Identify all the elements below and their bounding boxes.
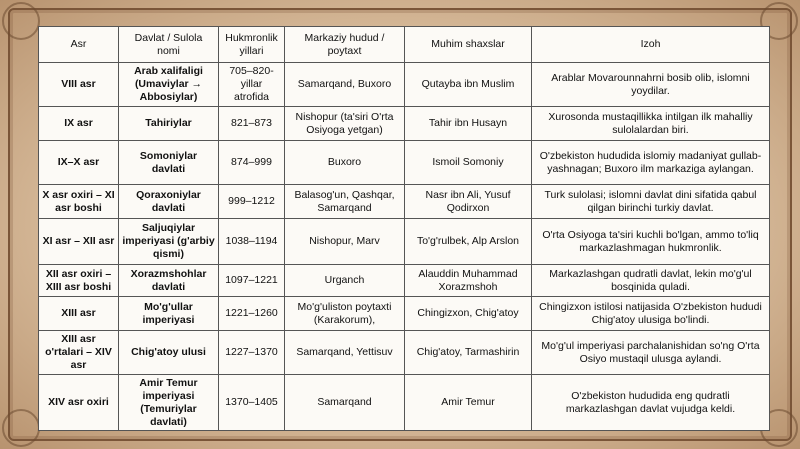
dynasty-cell: Somoniylar davlati (119, 141, 219, 185)
dynasties-table (38, 26, 770, 431)
years-cell: 999–1212 (219, 185, 285, 219)
dynasty-cell: Amir Temur imperiyasi (Temuriylar davlati) (119, 375, 219, 431)
figures-cell: Qutayba ibn Muslim (405, 63, 532, 107)
dynasty-cell: Tahiriylar (119, 107, 219, 141)
century-cell: XII asr oxiri – XIII asr boshi (39, 265, 119, 297)
note-cell: O'zbekiston hududida eng qudratli markazlashgan davlat vujudga keldi. (532, 375, 770, 431)
header-cell: Hukmronlik yillari (219, 27, 285, 63)
corner-ornament (2, 2, 40, 40)
century-cell: X asr oxiri – XI asr boshi (39, 185, 119, 219)
dynasty-cell: Chig'atoy ulusi (119, 331, 219, 375)
header-cell: Davlat / Sulola nomi (119, 27, 219, 63)
dynasty-cell: Xorazmshohlar davlati (119, 265, 219, 297)
figures-cell: Nasr ibn Ali, Yusuf Qodirxon (405, 185, 532, 219)
figures-cell: To'g'rulbek, Alp Arslon (405, 219, 532, 265)
capital-cell: Buxoro (285, 141, 405, 185)
century-cell: XI asr – XII asr (39, 219, 119, 265)
capital-cell: Samarqand, Yettisuv (285, 331, 405, 375)
years-cell: 874–999 (219, 141, 285, 185)
years-cell: 1038–1194 (219, 219, 285, 265)
header-cell: Izoh (532, 27, 770, 63)
table-row (39, 265, 770, 297)
figures-cell: Chingizxon, Chig'atoy (405, 297, 532, 331)
years-cell: 1227–1370 (219, 331, 285, 375)
figures-cell: Ismoil Somoniy (405, 141, 532, 185)
note-cell: Mo'g'ul imperiyasi parchalanishidan so'ng O'rta Osiyo mustaqil ulusga aylandi. (532, 331, 770, 375)
figures-cell: Alauddin Muhammad Xorazmshoh (405, 265, 532, 297)
years-cell: 1097–1221 (219, 265, 285, 297)
century-cell: XIV asr oxiri (39, 375, 119, 431)
table-row (39, 107, 770, 141)
note-cell: Turk sulolasi; islomni davlat dini sifatida qabul qilgan birinchi turkiy davlat. (532, 185, 770, 219)
capital-cell: Mo'g'uliston poytaxti (Karakorum), (285, 297, 405, 331)
table-row (39, 297, 770, 331)
century-cell: IX asr (39, 107, 119, 141)
figures-cell: Amir Temur (405, 375, 532, 431)
capital-cell: Samarqand, Buxoro (285, 63, 405, 107)
note-cell: O'rta Osiyoga ta'siri kuchli bo'lgan, ammo to'liq markazlashmagan hukmronlik. (532, 219, 770, 265)
dynasty-cell: Arab xalifaligi (Umaviylar → Abbosiylar) (119, 63, 219, 107)
table-row (39, 331, 770, 375)
capital-cell: Balasog'un, Qashqar, Samarqand (285, 185, 405, 219)
dynasty-cell: Qoraxoniylar davlati (119, 185, 219, 219)
header-cell: Muhim shaxslar (405, 27, 532, 63)
figures-cell: Tahir ibn Husayn (405, 107, 532, 141)
years-cell: 821–873 (219, 107, 285, 141)
years-cell: 705–820-yillar atrofida (219, 63, 285, 107)
header-row (39, 27, 770, 63)
note-cell: O'zbekiston hududida islomiy madaniyat gullab-yashnagan; Buxoro ilm markaziga aylangan. (532, 141, 770, 185)
table-row (39, 185, 770, 219)
table-row (39, 375, 770, 431)
header-cell: Markaziy hudud / poytaxt (285, 27, 405, 63)
table-row (39, 141, 770, 185)
century-cell: XIII asr o'rtalari – XIV asr (39, 331, 119, 375)
years-cell: 1370–1405 (219, 375, 285, 431)
note-cell: Xurosonda mustaqillikka intilgan ilk mahalliy sulolalardan biri. (532, 107, 770, 141)
century-cell: IX–X asr (39, 141, 119, 185)
capital-cell: Nishopur, Marv (285, 219, 405, 265)
header-cell: Asr (39, 27, 119, 63)
capital-cell: Nishopur (ta'siri O'rta Osiyoga yetgan) (285, 107, 405, 141)
century-cell: VIII asr (39, 63, 119, 107)
table-row (39, 63, 770, 107)
corner-ornament (2, 409, 40, 447)
capital-cell: Urganch (285, 265, 405, 297)
figures-cell: Chig'atoy, Tarmashirin (405, 331, 532, 375)
note-cell: Arablar Movarounnahrni bosib olib, islomni yoydilar. (532, 63, 770, 107)
century-cell: XIII asr (39, 297, 119, 331)
table-row (39, 219, 770, 265)
capital-cell: Samarqand (285, 375, 405, 431)
note-cell: Markazlashgan qudratli davlat, lekin mo'g'ul bosqinida quladi. (532, 265, 770, 297)
years-cell: 1221–1260 (219, 297, 285, 331)
dynasty-cell: Mo'g'ullar imperiyasi (119, 297, 219, 331)
dynasty-cell: Saljuqiylar imperiyasi (g'arbiy qismi) (119, 219, 219, 265)
note-cell: Chingizxon istilosi natijasida O'zbekiston hududi Chig'atoy ulusiga bo'lindi. (532, 297, 770, 331)
